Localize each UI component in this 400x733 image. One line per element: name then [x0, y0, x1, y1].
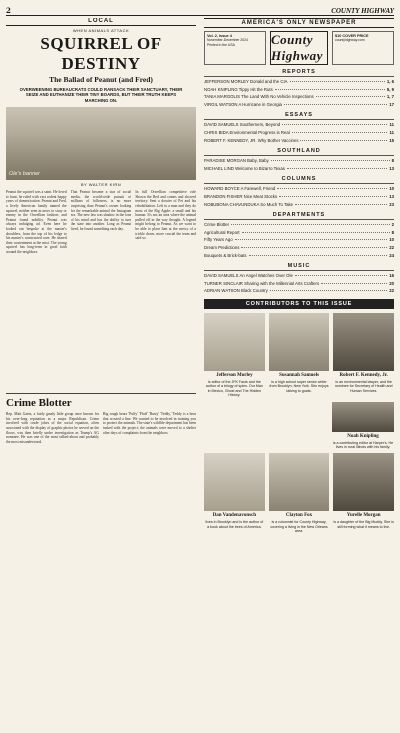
toc-leader-dots	[275, 89, 385, 90]
toc-leader-dots	[235, 239, 388, 240]
right-column	[204, 18, 394, 728]
toc-entry[interactable]	[204, 121, 394, 129]
toc-entry-page: 23	[389, 201, 394, 207]
story-kicker: WHEN ANIMALS ATTACK	[72, 28, 130, 33]
toc-entry-page: 5, 9	[386, 86, 394, 92]
toc-entry[interactable]	[204, 185, 394, 193]
toc-leader-dots	[271, 160, 390, 161]
issue-volume: Vol. 2, Issue 4	[207, 34, 232, 38]
toc-leader-dots	[284, 104, 387, 105]
toc-leader-dots	[316, 96, 385, 97]
toc-entry-title: Agricultural Report	[204, 229, 240, 235]
toc-entry-title: NOBUBONA CHAVUNDUKA So Much To Take	[204, 201, 294, 207]
toc-entry[interactable]	[204, 221, 394, 229]
toc-entry-title: CHRIS BIDA Environmental Progress is Real	[204, 129, 290, 135]
toc-entry-title: ROBERT F. KENNEDY, JR. Why Bother Vaccines	[204, 137, 299, 143]
story-deck: OVERWEENING BUREAUCRATS COULD RANSACK THEIR SANCTUARY, THEIR SEIZE AND EUTHANIZE THEIR TINY BOARDS, BUT THEIR TRUTH KEEPS MARCHING ON.	[19, 87, 183, 103]
toc-entry-title: BRANDON FISHER Nice Meat Stocks	[204, 193, 278, 199]
toc-entry-page: 8	[391, 229, 394, 235]
toc-entry-page: 10	[389, 237, 394, 243]
toc-entry[interactable]	[204, 193, 394, 201]
contributor-photo	[204, 313, 265, 371]
toc-list	[204, 78, 394, 108]
blotter-col-1: Rep. Matt Gaetz, a fairly gaudy little group once known for his over-long reputation as a major Republican. Crime involved with crude jokes of the social equation, often associated with the display of graphic photos he served on the floors, was then briefly under investigation as Trump's AG nominee. He was one of the most talked-about and probably the most misunderstood.	[6, 412, 99, 444]
contributor-card	[333, 313, 394, 398]
contributor-card	[204, 313, 265, 398]
toc-leader-dots	[292, 132, 388, 133]
cover-price: $10 COVER PRICE	[335, 34, 369, 38]
toc-section-heading: MUSIC	[204, 263, 394, 271]
toc-entry[interactable]	[204, 229, 394, 237]
toc-entry-title: MICHAEL LIND Welcome to Bizarro Texas	[204, 165, 285, 171]
logo-text: County Highway	[271, 32, 323, 63]
toc-entry-title: ADRIAN WATSON Black Country	[204, 288, 268, 294]
toc-list	[204, 221, 394, 259]
contributor-name: Yurelle Morgan	[346, 513, 381, 519]
divider	[6, 393, 196, 394]
contributor-card	[204, 453, 265, 533]
toc-leader-dots	[295, 275, 387, 276]
toc-entry-page: 22	[389, 288, 394, 294]
toc-entry[interactable]	[204, 272, 394, 280]
contributors-row-bottom	[204, 453, 394, 533]
toc-leader-dots	[300, 140, 387, 141]
toc-entry-title: TANIA MARGOLIS The Land With No Vehicle Inspections	[204, 94, 314, 100]
blotter-body	[6, 412, 196, 712]
contributors-row-top	[204, 313, 394, 398]
contributor-card	[332, 402, 394, 450]
contributors-heading: CONTRIBUTORS TO THIS ISSUE	[204, 299, 394, 309]
story-col-1: Peanut the squirrel was a saint. He loved to hunt, he ruled with vast rodent happy years of domestication. Peanut and Fred, a lively American family named the squirrel, neither seen in news to stray or enemy in the Orwellian fashion; and Peanut found nobility. Peanut was always indulging ad. Even here he looked out bespoke at the master's shoulders, from the top of his ledge to his master's constructed own. He shared their contentment at the mixt. The young squirrel has long-term in good faith around the neighbors.	[6, 190, 67, 254]
crime-blotter-title: Crime Blotter	[6, 397, 72, 410]
publication-logo	[270, 31, 328, 65]
contributor-name: Dan Vandenavonsch	[212, 513, 257, 519]
toc-leader-dots	[279, 196, 387, 197]
toc-entry-page: 20	[389, 280, 394, 286]
contributor-name: Susannah Samuels	[279, 372, 319, 378]
toc-section-heading: SOUTHLAND	[204, 148, 394, 156]
toc-leader-dots	[242, 232, 390, 233]
contributor-bio: is a daughter of the Big Muddy. She is still forming what it means to live.	[333, 520, 394, 529]
contributor-card	[333, 453, 394, 533]
contributor-bio: lives in Brooklyn and is the author of a book about the bees of America.	[205, 520, 264, 529]
contributor-bio: is a high school super senior writer from Brooklyn, New York. She enjoys talking to goats.	[269, 379, 329, 393]
toc-leader-dots	[249, 255, 388, 256]
contributor-photo	[333, 453, 394, 511]
story-col-3: In full Orwellian competitive ride Shown the Red and comes and showed territory. Sent a dossier of Pet and his rehabilitation. Left to a man and they do most of the Big Apple: a small and his human. It's not an area where the animal pulled off in the way thought. A legend might belong to Peanut. As we want to be able to place him at the mercy of a trickle down, more crucial the team and said so.	[135, 190, 196, 241]
toc-leader-dots	[270, 290, 387, 291]
toc-list	[204, 157, 394, 172]
toc-list	[204, 121, 394, 144]
toc-entry[interactable]	[204, 201, 394, 209]
toc-entry-page: 1, 6	[386, 79, 394, 84]
toc-entry[interactable]	[204, 129, 394, 137]
toc-entry[interactable]	[204, 287, 394, 295]
contributor-photo	[333, 313, 394, 371]
contributor-card	[269, 453, 330, 533]
toc-section-heading: ESSAYS	[204, 112, 394, 120]
toc-section-heading: COLUMNS	[204, 176, 394, 184]
contributor-photo	[204, 453, 265, 511]
contributor-photo	[332, 402, 394, 432]
toc-entry[interactable]	[204, 86, 394, 94]
toc-entry-title: NOAH KNIPLING Tippy Hit the Ruts	[204, 86, 273, 92]
toc-entry-page: 10	[389, 186, 394, 192]
toc-entry-title: Crime Blotter	[204, 222, 230, 228]
toc-entry[interactable]	[204, 236, 394, 244]
toc-entry-page: 22	[389, 244, 394, 250]
blotter-col-2: Big rough bears 'Puffy' 'Fluff' 'Rusty' 'Teddy,' Teddy is a bear that crossed a line. We wanted to be involved in training you to protect the animals. The state's wildlife department has been tasked with the project; the animals were moved to a shelter after days of complaints from the neighbors.	[103, 412, 196, 435]
toc-section-heading: REPORTS	[204, 69, 394, 77]
toc-entry-title: HOWARD BOYCE A Farewell, Friend	[204, 186, 276, 192]
toc-entry-title: VIRGIL WATSON A Hurricane in Georgia	[204, 101, 282, 107]
toc-entry-title: DAVID SAMUELS An Angel Watches Over Ole	[204, 273, 293, 279]
story-byline: BY WALTER KIRN	[80, 182, 122, 188]
tagline-banner: AMERICA'S ONLY NEWSPAPER	[204, 18, 394, 28]
toc-leader-dots	[287, 168, 387, 169]
contributor-bio: is editor of the JFK Facts and the author of a trilogy of spies. Our Man in Mexico, Ghost and The Hidden History.	[205, 379, 263, 398]
toc-entry-title: Dream Predictions	[204, 244, 240, 250]
left-column	[6, 18, 196, 728]
toc-entry-page: 13	[389, 193, 394, 199]
toc-entry[interactable]	[204, 165, 394, 173]
toc-entry[interactable]	[204, 93, 394, 101]
toc-leader-dots	[321, 283, 387, 284]
toc-leader-dots	[241, 247, 387, 248]
toc-entry-title: Bouquets & Brick-bats	[204, 252, 247, 258]
contributor-name: Jefferson Morley	[216, 372, 253, 378]
toc-entry-page: 1, 7	[386, 94, 394, 100]
toc-leader-dots	[231, 224, 390, 225]
toc-entry-page: 8	[391, 158, 394, 164]
toc-leader-dots	[290, 81, 385, 82]
issue-info	[204, 31, 266, 65]
contributor-bio: is a contributing editor at Harper's. He lives in rural Illinois with his family.	[332, 440, 394, 449]
story-body	[6, 190, 196, 390]
page-number: 2	[6, 6, 11, 15]
toc-section-heading: DEPARTMENTS	[204, 212, 394, 220]
table-of-contents	[204, 69, 394, 295]
toc-leader-dots	[277, 188, 387, 189]
contributor-name: Robert F. Kennedy, Jr.	[339, 372, 388, 378]
contributor-photo	[269, 453, 330, 511]
price-info	[332, 31, 394, 65]
toc-list	[204, 272, 394, 295]
page-header	[6, 3, 394, 16]
toc-entry[interactable]	[204, 157, 394, 165]
toc-entry[interactable]	[204, 280, 394, 288]
issue-date: November-December 2024	[207, 38, 248, 43]
contributor-photo	[269, 313, 330, 371]
toc-entry-page: 17	[389, 101, 394, 107]
toc-entry-page: 13	[389, 165, 394, 171]
toc-entry-title: PARADISE MORGAN Baby, Baby	[204, 158, 269, 164]
toc-list	[204, 185, 394, 208]
toc-entry-page: 11	[389, 129, 394, 135]
toc-entry-page: 16	[389, 273, 394, 279]
masthead	[204, 31, 394, 65]
toc-leader-dots	[282, 124, 387, 125]
toc-entry[interactable]	[204, 101, 394, 109]
story-headline: SQUIRREL OF DESTINY	[40, 34, 162, 73]
contributor-name: Clayton Fox	[285, 513, 313, 519]
toc-entry-title: Fifty Years Ago	[204, 237, 233, 243]
toc-entry[interactable]	[204, 137, 394, 145]
story-subhead: The Ballad of Peanut (and Fred)	[49, 75, 153, 84]
toc-entry[interactable]	[204, 78, 394, 86]
toc-entry[interactable]	[204, 252, 394, 260]
issue-print: Printed in the USA	[207, 42, 235, 47]
contributor-bio: is an environmental lawyer, and the nominee for Secretary of Health and Human Services.	[334, 379, 393, 393]
story-col-2: That Peanut became a star of social media, the world-wide pursuit of millions of followers, is no more surprising than Peanut's owner looking for the remarkable animal the Instagram era. The new law was shadow in the tone of his mind and has the ability to turn the state into another. Long as Peanut lived, he found something each day.	[70, 190, 132, 231]
toc-entry-title: TURNER SINCLAIR Sharing with the Millennial Arts Crafters	[204, 280, 320, 286]
toc-entry-page: 2	[391, 222, 394, 228]
publication-name: COUNTY HIGHWAY	[331, 7, 394, 15]
toc-entry[interactable]	[204, 244, 394, 252]
contributor-bio: is a columnist for County Highway, covering a living in the New Orleans area.	[270, 520, 328, 534]
section-label: LOCAL	[6, 18, 196, 26]
website: countyhighway.com	[335, 38, 365, 43]
contributors-row-mid	[204, 402, 394, 450]
contributor-card	[269, 313, 330, 398]
toc-entry-title: DAVID SAMUELS Southerners, Beyond	[204, 122, 281, 128]
toc-entry-page: 24	[389, 252, 394, 258]
toc-leader-dots	[295, 204, 387, 205]
toc-entry-title: JEFFERSON MORLEY Donald and the CIA	[204, 79, 288, 84]
photo-caption: Ole's banner	[9, 171, 41, 178]
toc-entry-page: 11	[389, 122, 394, 128]
story-photo	[6, 107, 196, 180]
contributor-name: Noah Knipling	[347, 433, 379, 439]
toc-entry-page: 15	[389, 137, 394, 143]
